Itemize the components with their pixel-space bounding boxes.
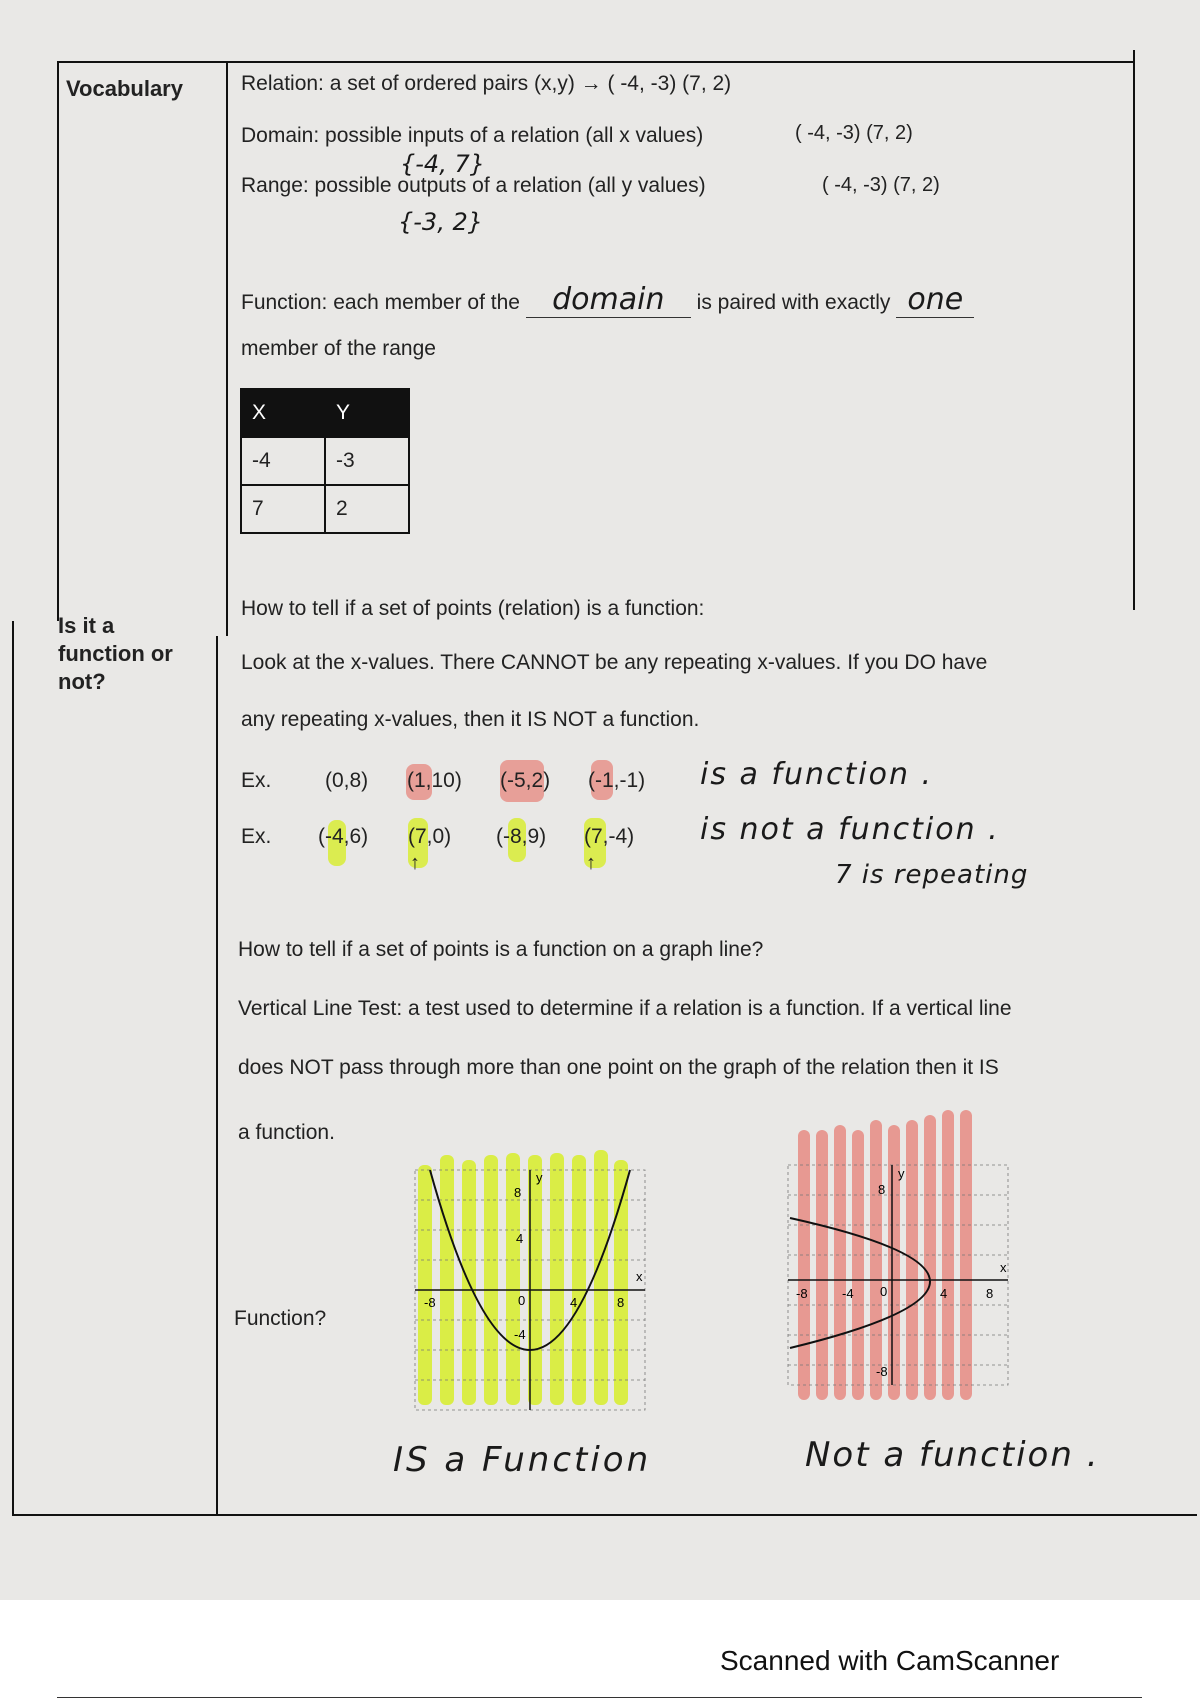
points-heading: How to tell if a set of points (relation) is a function:	[241, 597, 705, 620]
arrow-up-icon: ↑	[586, 852, 596, 874]
range-definition: Range: possible outputs of a relation (all y values)	[241, 174, 706, 197]
table-row	[241, 437, 409, 485]
points-rule-line-1: Look at the x-values. There CANNOT be any repeating x-values. If you DO have	[241, 651, 988, 674]
function-blank-one: one	[896, 282, 974, 318]
relation-definition: Relation: a set of ordered pairs (x,y) → ( -4, -3) (7, 2)	[241, 72, 732, 95]
table-cell: 7	[241, 485, 325, 533]
range-circled-pairs: ( -4, -3) (7, 2)	[822, 174, 940, 196]
example-2-verdict: is not a function .	[700, 812, 1000, 847]
function-definition-line	[241, 282, 974, 318]
table-cell: -3	[325, 437, 409, 485]
example-2-pair: (7,-4)	[584, 825, 635, 848]
frame-right-line	[1133, 50, 1135, 610]
vlt-line-2: does NOT pass through more than one point on the graph of the relation then it IS	[238, 1056, 999, 1079]
graph-1-tick-label: 8	[514, 1185, 522, 1200]
highlight-red	[798, 1130, 810, 1400]
highlight-yellow	[572, 1155, 586, 1405]
highlight-red	[852, 1130, 864, 1400]
graph-1-tick-label: 4	[570, 1295, 578, 1310]
highlight-red	[906, 1120, 918, 1400]
frame-left-line-lower	[12, 621, 14, 1516]
example-1-pair: (0,8)	[325, 769, 369, 792]
graph-1-tick-label: -8	[424, 1295, 436, 1310]
table-row	[241, 485, 409, 533]
graph-2-tick-label: -4	[842, 1286, 854, 1301]
example-1-pair: (-5,2)	[500, 769, 551, 792]
highlight-yellow	[484, 1155, 498, 1405]
frame-left-line	[57, 61, 59, 621]
label-line-1: Is it a	[58, 613, 115, 638]
function-definition-end: member of the range	[241, 337, 436, 360]
example-2-pair: (7,0)	[408, 825, 452, 848]
example-1-pair: (1,10)	[407, 769, 462, 792]
example-1-pair: (-1,-1)	[588, 769, 646, 792]
vocabulary-label: Vocabulary	[66, 76, 183, 101]
graph-2-tick-label: 4	[940, 1286, 948, 1301]
function-mid-text: is paired with exactly	[696, 291, 891, 314]
highlight-yellow	[550, 1153, 564, 1405]
graph-1-axis-label: x	[636, 1269, 643, 1284]
graph-1-tick-label: 8	[617, 1295, 625, 1310]
example-1-verdict: is a function .	[700, 757, 934, 792]
function-or-not-label	[58, 612, 173, 696]
table-header-x: X	[241, 389, 325, 437]
frame-top-line	[57, 61, 1135, 63]
highlight-red	[816, 1130, 828, 1400]
graph-2-tick-label: -8	[876, 1364, 888, 1379]
example-2-label: Ex.	[241, 825, 272, 848]
graph-2-sideways-parabola	[780, 1100, 1030, 1420]
frame-bottom-line	[12, 1514, 1197, 1516]
graph-1-tick-label: 0	[518, 1293, 526, 1308]
range-handwritten-set: {-3, 2}	[398, 208, 483, 236]
graph-1-caption: IS a Function	[393, 1440, 652, 1480]
function-question: Function?	[234, 1307, 327, 1330]
graph-2-tick-label: 8	[878, 1182, 886, 1197]
label-line-2: function or	[58, 641, 173, 666]
highlight-yellow	[440, 1155, 454, 1405]
arrow-up-icon: ↑	[410, 852, 420, 874]
highlight-yellow	[594, 1150, 608, 1405]
graph-2-axis-label: y	[898, 1166, 905, 1181]
label-line-3: not?	[58, 669, 106, 694]
frame-column-divider	[226, 61, 228, 636]
graph-2-caption: Not a function .	[805, 1435, 1100, 1475]
graph-1-tick-label: -4	[514, 1327, 526, 1342]
function-pre-text: Function: each member of the	[241, 291, 520, 314]
graph-2-tick-label: 8	[986, 1286, 994, 1301]
example-1-label: Ex.	[241, 769, 272, 792]
table-header-y: Y	[325, 389, 409, 437]
frame-column-divider-lower	[216, 636, 218, 1516]
graph-2-tick-label: 0	[880, 1284, 888, 1299]
graph-1-axis-label: y	[536, 1170, 543, 1185]
scanner-watermark: Scanned with CamScanner	[720, 1645, 1060, 1676]
domain-handwritten-set: {-4, 7}	[400, 150, 485, 178]
vlt-line-3: a function.	[238, 1121, 335, 1144]
graph-1-tick-label: 4	[516, 1231, 524, 1246]
table-cell: 2	[325, 485, 409, 533]
function-blank-domain: domain	[526, 282, 691, 318]
highlight-red	[924, 1115, 936, 1400]
graph-2-axis-label: x	[1000, 1260, 1007, 1275]
graph-1-parabola	[410, 1125, 660, 1425]
graph-heading: How to tell if a set of points is a function on a graph line?	[238, 938, 764, 961]
highlight-red	[870, 1120, 882, 1400]
example-2-pair: (-4,6)	[318, 825, 369, 848]
highlight-yellow	[614, 1160, 628, 1405]
domain-circled-pairs: ( -4, -3) (7, 2)	[795, 122, 913, 144]
points-rule-line-2: any repeating x-values, then it IS NOT a function.	[241, 708, 700, 731]
table-cell: -4	[241, 437, 325, 485]
vlt-line-1: Vertical Line Test: a test used to determine if a relation is a function. If a vertical line	[238, 997, 1012, 1020]
xy-table	[240, 388, 410, 534]
example-2-note: 7 is repeating	[835, 860, 1029, 890]
highlight-yellow	[418, 1165, 432, 1405]
graph-1-yellow-vertical-lines	[418, 1150, 628, 1405]
footer-divider	[57, 1697, 1142, 1698]
highlight-red	[834, 1125, 846, 1400]
example-2-pair: (-8,9)	[496, 825, 547, 848]
domain-definition: Domain: possible inputs of a relation (all x values)	[241, 124, 704, 147]
graph-2-tick-label: -8	[796, 1286, 808, 1301]
